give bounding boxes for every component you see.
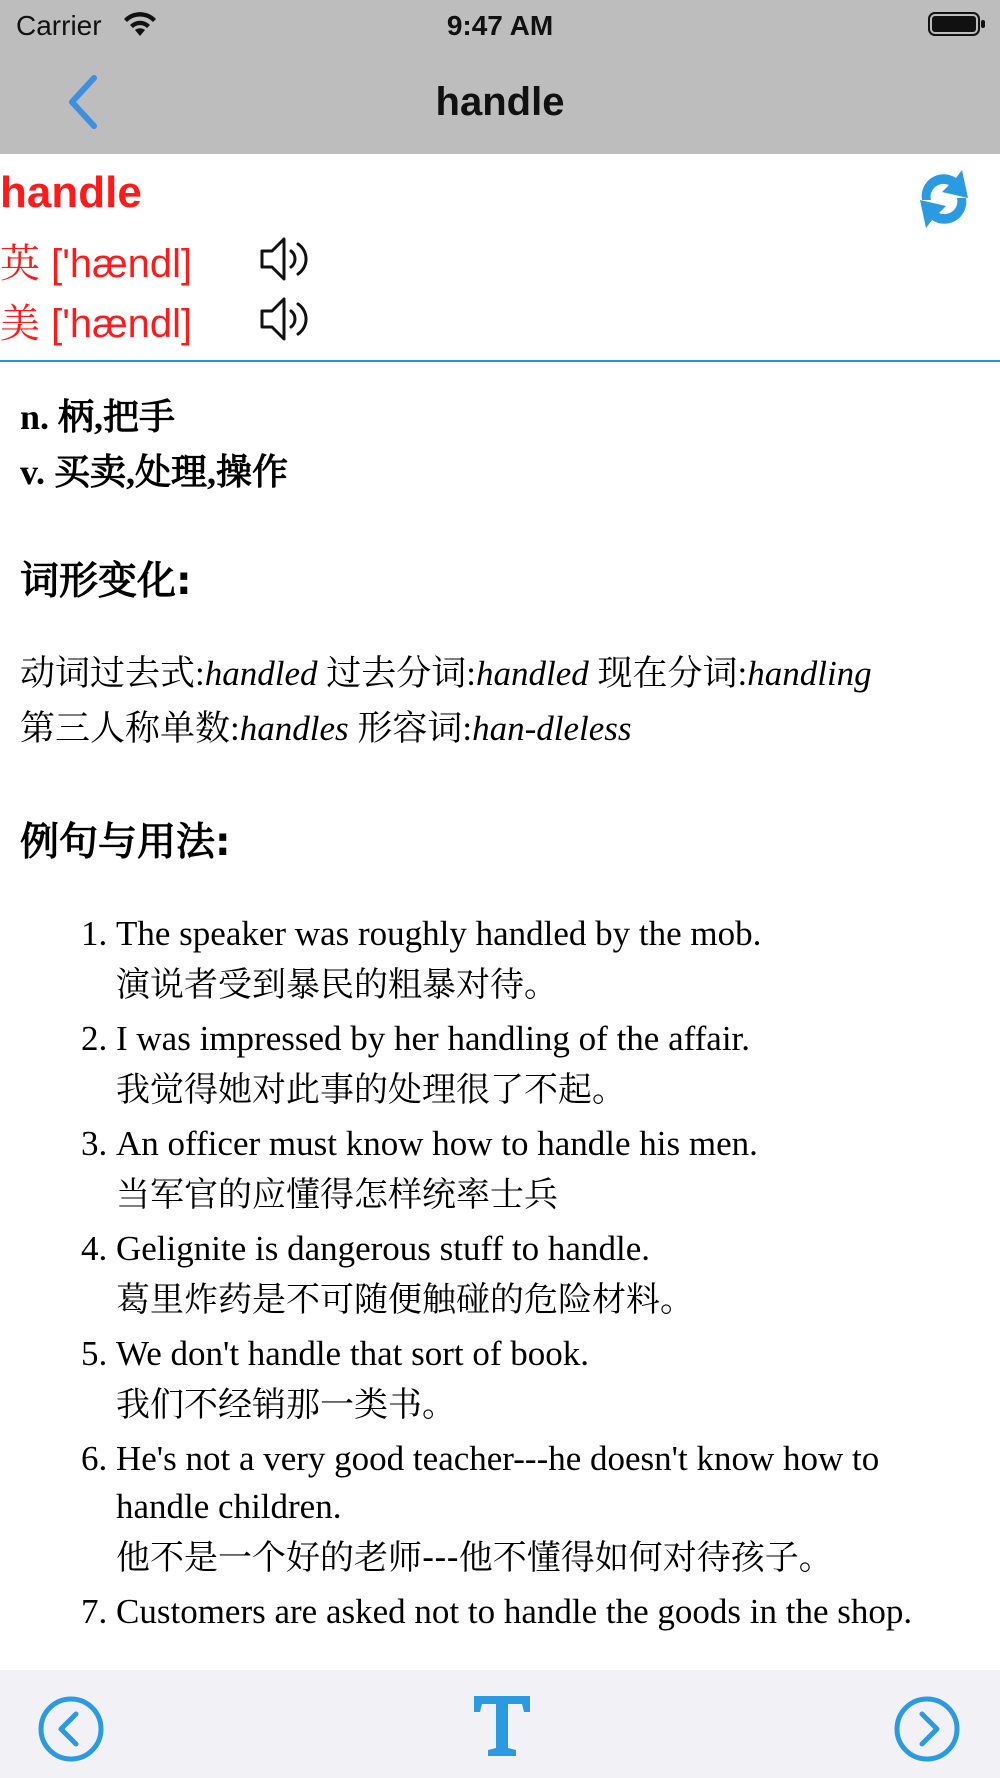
ing-value: handling	[747, 654, 872, 693]
nav-title: handle	[435, 80, 565, 124]
past-value: handled	[204, 654, 318, 693]
adj-label: 形容词:	[357, 709, 473, 748]
list-item	[116, 909, 980, 1012]
example-zh: 他不是一个好的老师---他不懂得如何对待孩子。	[116, 1538, 833, 1578]
list-item	[116, 1434, 980, 1585]
navigation-bar	[0, 52, 1000, 154]
status-time: 9:47 AM	[446, 10, 554, 41]
word-forms	[20, 646, 980, 756]
example-en: 5. We don't handle that sort of book.	[116, 1334, 589, 1373]
status-bar	[0, 0, 1000, 52]
forms-line-2	[20, 701, 980, 756]
pp-value: handled	[475, 654, 589, 693]
past-label: 动词过去式:	[20, 654, 205, 693]
list-item	[116, 1587, 980, 1636]
examples-title: 例句与用法:	[20, 820, 231, 865]
text-size-icon[interactable]	[470, 1690, 534, 1760]
example-zh: 我觉得她对此事的处理很了不起。	[116, 1070, 626, 1110]
speaker-icon[interactable]	[258, 234, 314, 284]
ing-label: 现在分词:	[597, 654, 748, 693]
example-list	[20, 909, 980, 1636]
example-en: 7. Customers are asked not to handle the goods in the shop.	[116, 1592, 913, 1631]
adj-value: han-dleless	[472, 709, 632, 748]
bottom-toolbar	[0, 1670, 1000, 1778]
forms-title: 词形变化:	[20, 559, 192, 604]
example-zh: 当军官的应懂得怎样统率士兵	[116, 1175, 558, 1215]
forms-line-1	[20, 646, 980, 701]
carrier-label: Carrier	[16, 10, 102, 41]
third-label: 第三人称单数:	[20, 709, 240, 748]
example-zh: 演说者受到暴民的粗暴对待。	[116, 965, 558, 1005]
example-zh: 我们不经销那一类书。	[116, 1385, 456, 1425]
list-item	[116, 1224, 980, 1327]
definition-noun: n. 柄,把手	[20, 397, 176, 437]
example-zh: 葛里炸药是不可随便触碰的危险材料。	[116, 1280, 694, 1320]
third-value: handles	[239, 709, 349, 748]
pronunciation-uk: 英 ['hændl]	[0, 242, 193, 286]
headword: handle	[0, 168, 142, 217]
example-en: 4. Gelignite is dangerous stuff to handle.	[116, 1229, 650, 1268]
list-item	[116, 1329, 980, 1432]
list-item	[116, 1119, 980, 1222]
speaker-icon[interactable]	[258, 294, 314, 344]
pp-label: 过去分词:	[326, 654, 476, 693]
example-en: 2. I was impressed by her handling of the affair.	[116, 1019, 751, 1058]
definition-verb: v. 买卖,处理,操作	[20, 452, 289, 492]
list-item	[116, 1014, 980, 1117]
word-header	[0, 154, 1000, 362]
battery-icon	[928, 10, 986, 38]
refresh-icon[interactable]	[912, 164, 976, 234]
example-en: 6. He's not a very good teacher---he doesn't know how to handle children.	[116, 1439, 880, 1526]
example-en: 1. The speaker was roughly handled by the mob.	[116, 914, 762, 953]
definition-content[interactable]	[20, 362, 980, 1670]
previous-icon[interactable]	[36, 1694, 106, 1764]
example-en: 3. An officer must know how to handle his men.	[116, 1124, 758, 1163]
next-icon[interactable]	[892, 1694, 962, 1764]
pronunciation-us: 美 ['hændl]	[0, 302, 193, 346]
